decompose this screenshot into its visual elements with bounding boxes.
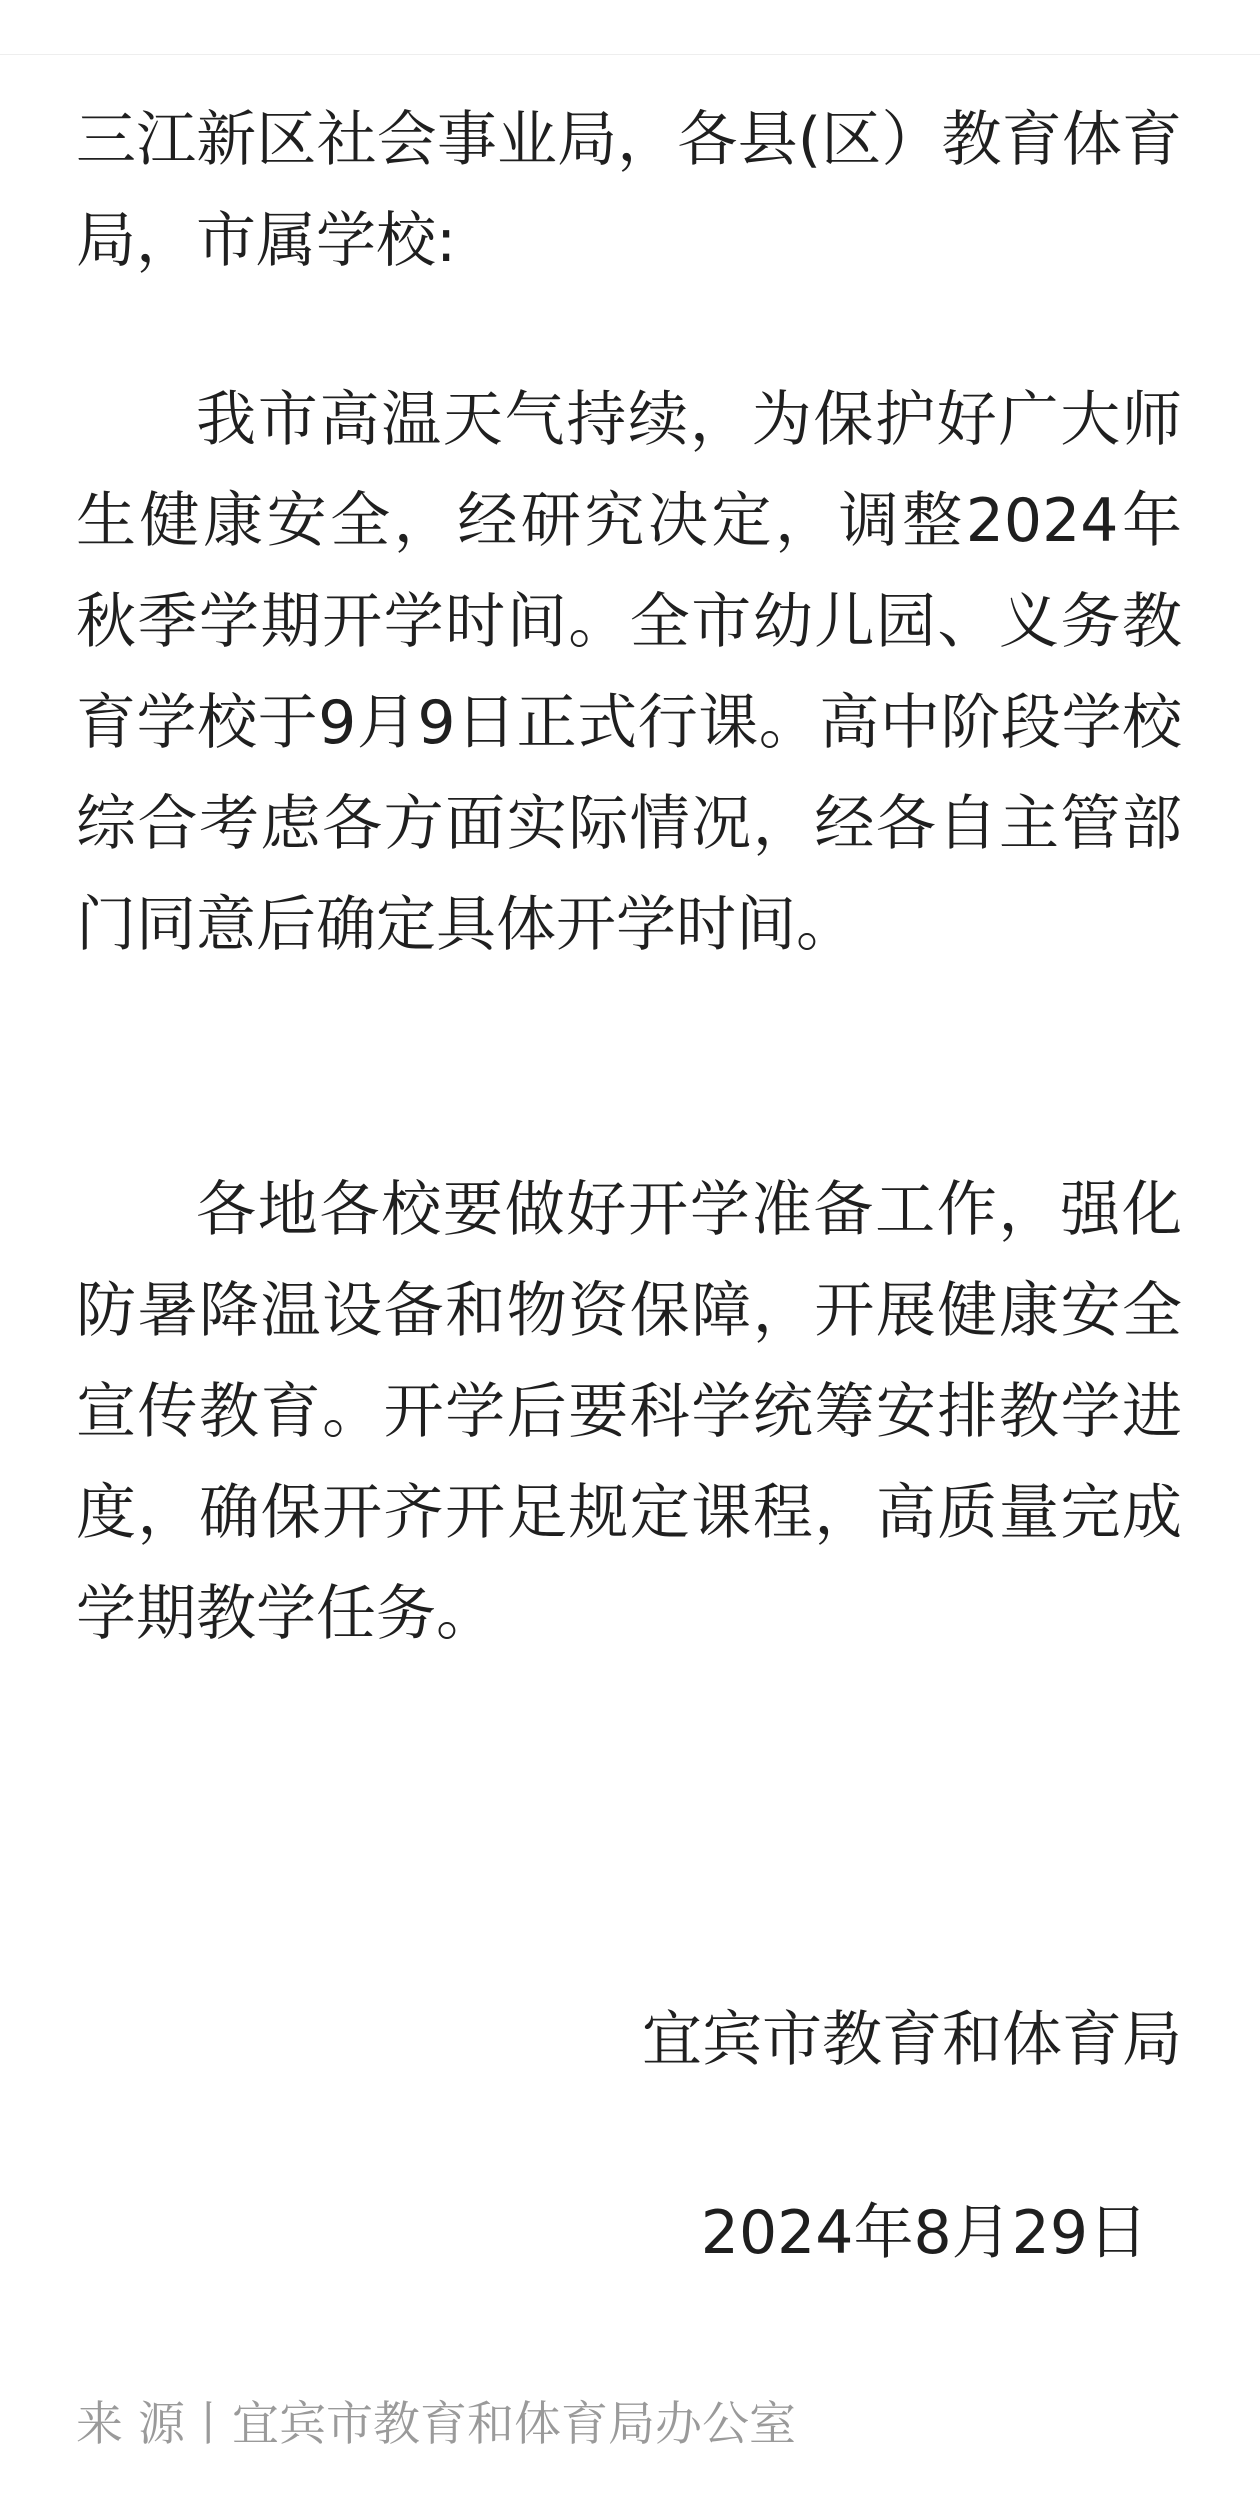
issue-date: 2024年8月29日	[700, 2198, 1148, 2268]
source-credit: 来 源丨宜宾市教育和体育局办公室	[76, 2397, 796, 2452]
addressee: 三江新区社会事业局，各县(区）教育体育局，市属学校:	[76, 105, 1182, 276]
body-paragraph-2: 各地各校要做好开学准备工作，强化防暑降温设备和物资保障，开展健康安全宣传教育。开学后要科学统筹安排教学进度，确保开齐开足规定课程，高质量完成学期教学任务。	[76, 1175, 1182, 1649]
top-divider	[0, 54, 1260, 55]
body-paragraph-1: 我市高温天气持续，为保护好广大师生健康安全，经研究决定，调整2024年秋季学期开学时间。全市幼儿园、义务教育学校于9月9日正式行课。高中阶段学校综合考虑各方面实际情况，经各自主管部门同意后确定具体开学时间。	[76, 385, 1182, 960]
issuer-signature: 宜宾市教育和体育局	[642, 2005, 1182, 2075]
